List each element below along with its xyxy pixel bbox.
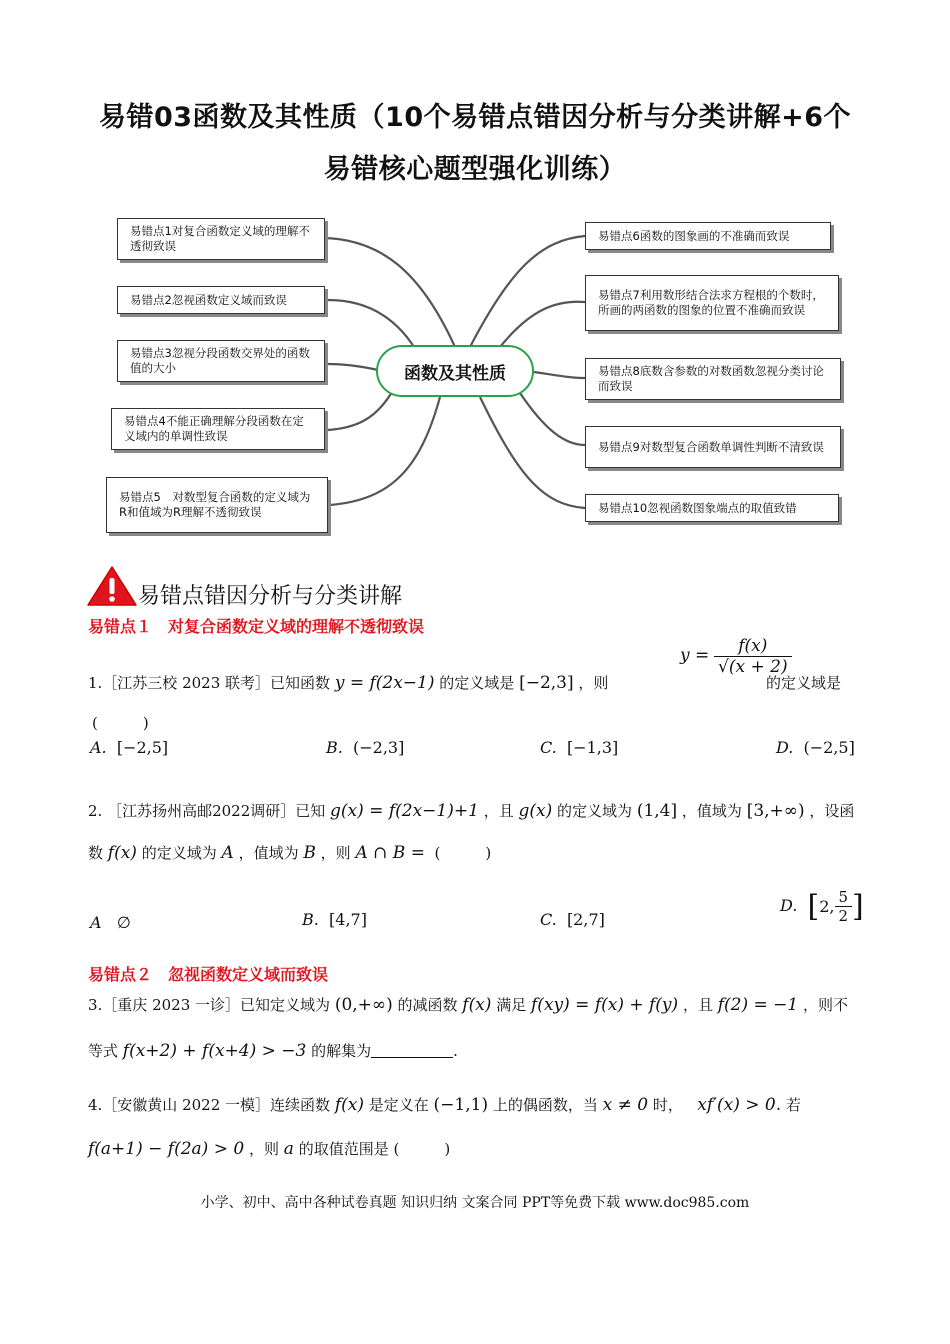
q1-answer-paren: ( ) bbox=[92, 714, 149, 732]
branch-right-9 bbox=[520, 393, 585, 445]
q2-option-c[interactable]: C. [2,7] bbox=[540, 910, 605, 929]
mindmap-node-right-6: 易错点6函数的图象画的不准确而致误 bbox=[585, 222, 831, 250]
q1-fraction-expression: y = $\frac{f(x)}{√(x + 2)}$ bbox=[680, 636, 792, 677]
page-title-line2: 易错核心题型强化训练） bbox=[323, 154, 627, 185]
branch-left-1 bbox=[325, 238, 455, 347]
q1-domain: [−2,3] bbox=[519, 673, 574, 693]
branch-right-8 bbox=[534, 372, 585, 378]
mindmap-node-left-1: 易错点1对复合函数定义域的理解不透彻致误 bbox=[117, 218, 325, 260]
q1-option-a[interactable]: A. [−2,5] bbox=[90, 738, 169, 757]
question-4-stem-line2: f(a+1) − f(2a) > 0 ，则 a 的取值范围是 ( ) bbox=[88, 1139, 451, 1159]
branch-left-4 bbox=[328, 392, 392, 430]
q1-option-c[interactable]: C. [−1,3] bbox=[540, 738, 619, 757]
mindmap-center-node: 函数及其性质 bbox=[376, 345, 534, 397]
section-title: 易错点错因分析与分类讲解 bbox=[138, 584, 403, 609]
branch-right-6 bbox=[470, 236, 585, 347]
mindmap-node-right-9: 易错点9对数型复合函数单调性判断不清致误 bbox=[585, 426, 841, 468]
mindmap-node-left-2: 易错点2忽视函数定义域而致误 bbox=[117, 286, 325, 314]
question-4-stem-line1: 4.［安徽黄山 2022 一模］连续函数 f(x) 是定义在 (−1,1) 上的偶函数，当 x ≠ 0 时， xf′(x) > 0. 若 bbox=[88, 1095, 801, 1115]
subheading-1: 易错点１ 对复合函数定义域的理解不透彻致误 bbox=[88, 617, 425, 636]
mindmap-node-right-8: 易错点8底数含参数的对数函数忽视分类讨论而致误 bbox=[585, 358, 841, 400]
q2-option-b[interactable]: B. [4,7] bbox=[302, 910, 367, 929]
branch-right-7 bbox=[500, 302, 585, 347]
branch-left-5 bbox=[330, 397, 440, 505]
q1-function-expression: y = f(2x−1) bbox=[334, 673, 435, 693]
subheading-2: 易错点２ 忽视函数定义域而致误 bbox=[88, 965, 329, 984]
q3-answer-blank[interactable] bbox=[371, 1043, 453, 1058]
mindmap-node-right-7: 易错点7利用数形结合法求方程根的个数时，所画的两函数的图象的位置不准确而致误 bbox=[585, 275, 839, 331]
q1-option-b[interactable]: B. (−2,3] bbox=[326, 738, 405, 757]
question-2-stem-line2: 数 f(x) 的定义域为 A ，值域为 B ，则 A ∩ B = ( ) bbox=[88, 843, 492, 863]
q2-option-d[interactable]: D. [2, $\frac{5}{2}$ ] bbox=[780, 888, 864, 925]
warning-icon bbox=[86, 565, 138, 607]
question-2-stem-line1: 2. ［江苏扬州高邮2022调研］已知 g(x) = f(2x−1)+1 ，且 g(x) 的定义域为 (1,4] ，值域为 [3,+∞) ，设函 bbox=[88, 801, 855, 821]
q1-stem-suffix: 的定义域是 bbox=[766, 674, 842, 692]
page-footer: 小学、初中、高中各种试卷真题 知识归纳 文案合同 PPT等免费下载 www.doc985.com bbox=[200, 1195, 750, 1211]
mindmap-node-left-4: 易错点4不能正确理解分段函数在定义域内的单调性致误 bbox=[111, 408, 325, 450]
question-3-stem-line1: 3.［重庆 2023 一诊］已知定义域为 (0,+∞) 的减函数 f(x) 满足 f(xy) = f(x) + f(y) ，且 f(2) = −1 ，则不 bbox=[88, 995, 849, 1015]
mindmap-node-right-10: 易错点10忽视函数图象端点的取值致错 bbox=[585, 494, 839, 522]
page-title bbox=[60, 92, 890, 196]
mindmap-node-left-3: 易错点3忽视分段函数交界处的函数值的大小 bbox=[117, 340, 325, 382]
mindmap-node-left-5: 易错点5 对数型复合函数的定义域为R和值域为R理解不透彻致误 bbox=[106, 477, 328, 533]
question-3-stem-line2: 等式 f(x+2) + f(x+4) > −3 的解集为 . bbox=[88, 1041, 458, 1061]
q1-option-d[interactable]: D. (−2,5] bbox=[776, 738, 855, 757]
q2-option-a[interactable]: A ∅ bbox=[90, 913, 131, 932]
question-1-stem: 1.［江苏三校 2023 联考］已知函数 y = f(2x−1) 的定义域是 [−2,3] ，则 bbox=[88, 673, 609, 693]
page-title-line1: 易错03函数及其性质（10个易错点错因分析与分类讲解+6个 bbox=[98, 102, 852, 133]
branch-right-10 bbox=[480, 397, 585, 508]
branch-left-3 bbox=[328, 364, 378, 370]
